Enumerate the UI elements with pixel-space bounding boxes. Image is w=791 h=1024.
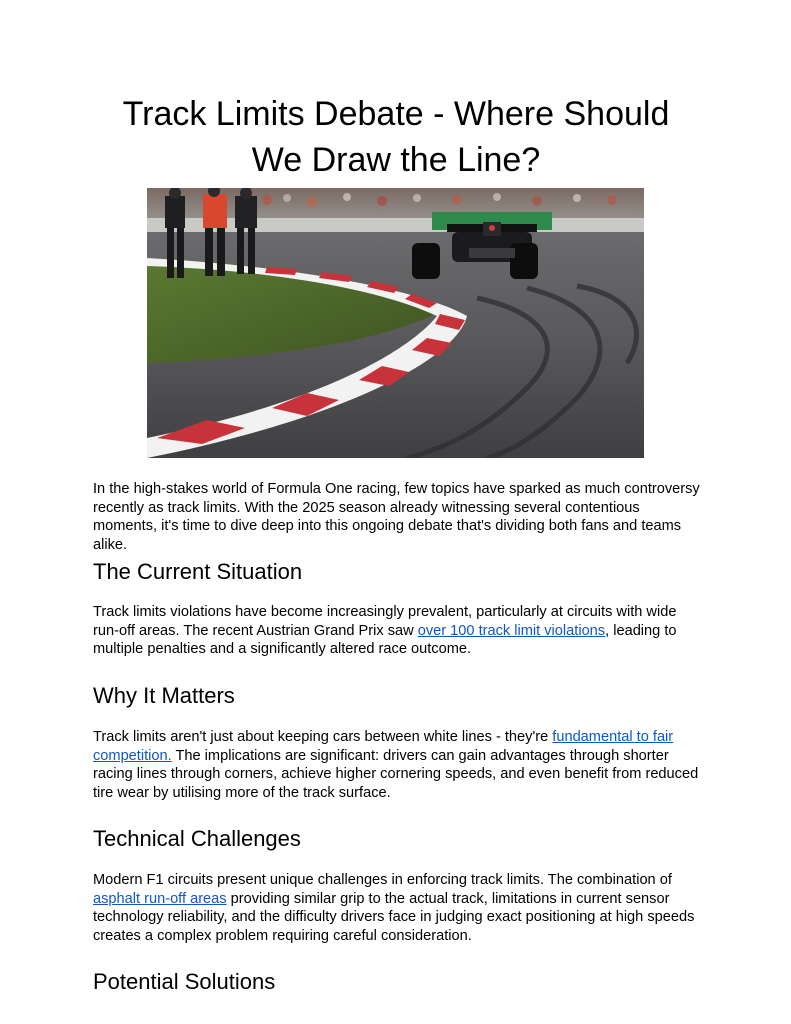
section-heading-why: Why It Matters xyxy=(93,683,235,708)
intro-paragraph: In the high-stakes world of Formula One racing, few topics have sparked as much controversy recently as track limits. With the 2025 season already witnessing several contentious moments, it's time to dive deep into this ongoing debate that's dividing both fans and teams alike. xyxy=(93,481,700,554)
current-paragraph xyxy=(93,603,705,659)
section-heading-current: The Current Situation xyxy=(93,559,303,584)
why-text-after: The implications are significant: drivers can gain advantages through shorter racing lines through corners, achieve higher cornering speeds, and even benefit from reduced tire wear by utilising more of the track surface. xyxy=(93,747,699,802)
section-heading-technical: Technical Challenges xyxy=(93,826,301,851)
hero-image xyxy=(147,188,644,458)
technical-paragraph xyxy=(93,871,705,946)
technical-text-after: providing similar grip to the actual track, limitations in current sensor technology reliability, and the difficulty drivers face in judging exact positioning at high speeds creates a complex problem requiring careful consideration. xyxy=(93,890,695,945)
why-text-before: Track limits aren't just about keeping cars between white lines - they're xyxy=(93,729,553,745)
current-text-after: , leading to multiple penalties and a significantly altered race outcome. xyxy=(93,622,677,658)
section-heading-solutions: Potential Solutions xyxy=(93,969,276,994)
violations-link[interactable]: over 100 track limit violations xyxy=(417,622,606,639)
technical-text-before: Modern F1 circuits present unique challenges in enforcing track limits. The combination of xyxy=(93,872,672,888)
current-text-before: Track limits violations have become increasingly prevalent, particularly at circuits with wide run-off areas. The recent Austrian Grand Prix saw xyxy=(93,604,677,639)
why-paragraph xyxy=(93,728,705,803)
fair-competition-link[interactable]: fundamental to fair competition. xyxy=(93,729,674,764)
page-title: Track Limits Debate - Where Should We Draw the Line? xyxy=(122,95,670,179)
f1-car-track-limits-photo-icon xyxy=(147,188,644,458)
asphalt-runoff-link[interactable]: asphalt run-off areas xyxy=(93,890,227,907)
